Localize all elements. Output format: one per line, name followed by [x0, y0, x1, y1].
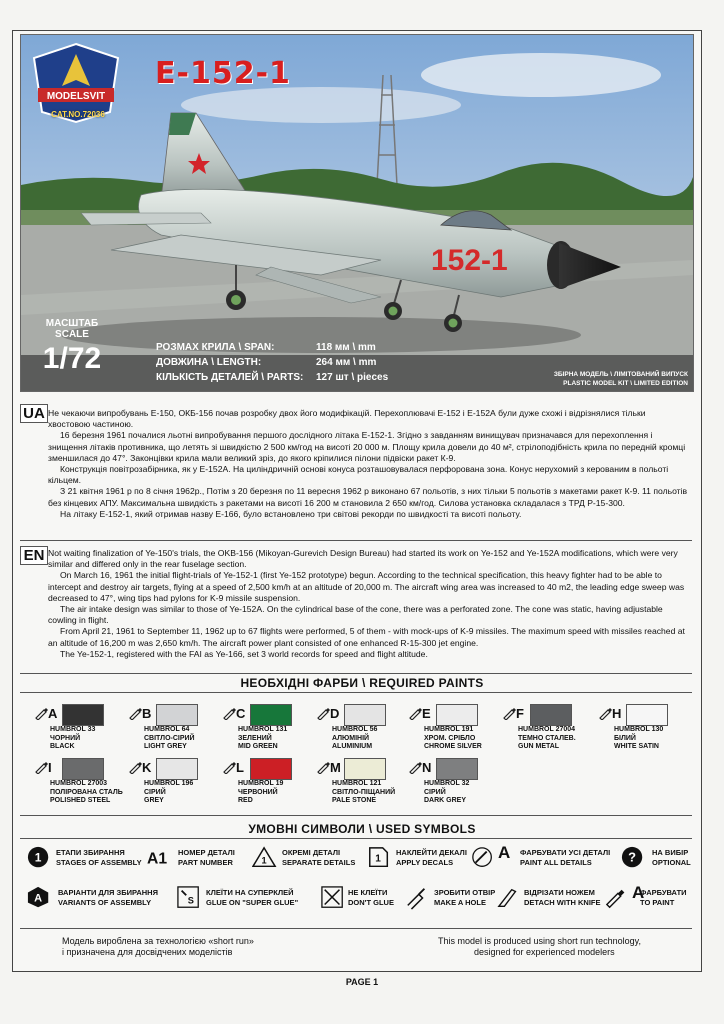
paint-swatch	[530, 704, 572, 726]
paint-desc-line: BLACK	[50, 743, 75, 750]
footer-en-line: This model is produced using short run technology,	[438, 936, 641, 946]
divider	[20, 815, 692, 816]
paint-desc-line: HUMBROL 56	[332, 726, 378, 733]
decal-icon	[366, 846, 392, 870]
symbol-text-line: PART NUMBER	[178, 858, 233, 867]
paint-letter: K	[142, 760, 152, 775]
divider	[20, 540, 692, 541]
paint-item	[128, 758, 228, 818]
brand-text: MODELSVIT	[46, 91, 106, 102]
paint-brush-icon	[502, 706, 516, 720]
en-paragraph: The Ye-152-1, registered with the FAI as Ye-166, set 3 world records for speed and flight altitude.	[60, 648, 428, 659]
symbol-text	[56, 848, 142, 868]
paint-brush-icon	[34, 760, 48, 774]
symbol-text-line: НЕ КЛЕЇТИ	[348, 888, 388, 897]
paint-desc-line: СВІТЛО-ПІЩАНИЙ	[332, 788, 396, 796]
symbol-text-line: STAGES OF ASSEMBLY	[56, 858, 142, 867]
drill-hole-icon	[404, 886, 430, 910]
symbol-glyph: A	[498, 843, 511, 862]
spec-row	[156, 355, 396, 370]
paint-desc-line: HUMBROL 121	[332, 780, 382, 787]
separate-details-icon	[252, 846, 278, 870]
svg-text:1: 1	[261, 855, 267, 866]
symbol-text	[206, 888, 298, 908]
divider	[20, 838, 692, 839]
svg-text:A: A	[34, 892, 43, 905]
paint-letter: M	[330, 760, 341, 775]
paint-desc	[332, 780, 395, 806]
symbol-text	[58, 888, 158, 908]
paint-letter: C	[236, 706, 246, 721]
en-text	[48, 548, 690, 660]
ua-paragraph: 16 березня 1961 почалися льотні випробування першого дослідного літака Е-152-1. Згідно з завданням винищувач призначався для перехоплення і знищення літаків противника, що летять зі швидкістю 2 500 км/год на висоті 20 000 м. Площу крила довели до 40 м², стрілоподібність крила по передній кромці зменшилася до 47°. Законцівки крила мали великий зріз, до якого кріпилися пілони підвіски ракет К-9.	[48, 430, 686, 463]
symbol-text-line: MAKE A HOLE	[434, 898, 486, 907]
paint-desc	[50, 780, 123, 806]
paint-swatch	[156, 758, 198, 780]
ua-paragraph: З 21 квітня 1961 р по 8 січня 1962р., Потім з 20 березня по 11 вересня 1962 р виконано 67 польотів, з них тільки 5 польотів з макетами ракет К-9. 11 польотів без кінцевих АПУ. Максимальна швидкість з ракетами на висоті 16 200 м становила 2 650 км/год. Силова установка складалася з ТРД Р-15-300.	[48, 486, 688, 508]
super-glue-icon	[176, 886, 202, 910]
paint-letter: D	[330, 706, 340, 721]
paint-desc-line: HUMBROL 191	[424, 726, 474, 733]
paint-swatch	[156, 704, 198, 726]
paint-desc	[424, 780, 469, 806]
paint-letter: B	[142, 706, 152, 721]
symbol-text-line: DON'T GLUE	[348, 898, 394, 907]
paint-brush-icon	[408, 760, 422, 774]
paint-letter: H	[612, 706, 622, 721]
symbol-text	[282, 848, 355, 868]
footer-en-line: designed for experienced modelers	[474, 947, 615, 957]
paint-desc-line: HUMBROL 27003	[50, 780, 108, 787]
paint-brush-icon	[604, 886, 630, 910]
paint-desc-line: СВІТЛО-СІРИЙ	[144, 734, 195, 742]
footer-en	[438, 936, 641, 958]
paint-desc-line: LIGHT GREY	[144, 743, 187, 750]
no-glue-icon	[320, 886, 346, 910]
footer-ua-line: і призначена для досвідчених моделістів	[62, 947, 233, 957]
page-number: PAGE 1	[345, 977, 379, 987]
symbol-text-line: КЛЕЇТИ НА СУПЕРКЛЕЙ	[206, 888, 294, 897]
knife-icon	[496, 886, 522, 910]
svg-text:?: ?	[628, 849, 637, 865]
paint-brush-icon	[222, 706, 236, 720]
paint-item	[502, 704, 602, 764]
paint-swatch	[344, 758, 386, 780]
paint-desc-line: АЛЮМІНІЙ	[332, 734, 370, 742]
paint-desc-line: HUMBROL 32	[424, 780, 470, 787]
paint-brush-icon	[316, 706, 330, 720]
symbol-text-line: ОКРЕМІ ДЕТАЛІ	[282, 848, 341, 857]
spec-value: 118 мм \ mm	[316, 342, 376, 353]
paint-desc-line: HUMBROL 196	[144, 780, 194, 787]
svg-text:1: 1	[375, 853, 381, 865]
scale-block	[34, 318, 110, 376]
symbol-text	[652, 848, 691, 868]
paint-item	[408, 704, 508, 764]
paint-swatch	[62, 704, 104, 726]
paint-letter: E	[422, 706, 431, 721]
spec-value: 127 шт \ pieces	[316, 372, 389, 383]
paint-desc-line: HUMBROL 64	[144, 726, 190, 733]
paint-swatch	[62, 758, 104, 780]
paint-desc-line: ЧОРНИЙ	[50, 734, 81, 742]
paint-item	[34, 758, 134, 818]
paint-item	[34, 704, 134, 764]
paint-brush-icon	[408, 706, 422, 720]
catalog-number: CAT.NO.72036	[51, 110, 105, 119]
paint-brush-icon	[128, 706, 142, 720]
paint-desc-line: POLISHED STEEL	[50, 797, 111, 804]
svg-text:A1: A1	[147, 850, 168, 868]
stage-circle-icon	[26, 846, 52, 870]
symbol-text-line: PAINT ALL DETAILS	[520, 858, 592, 867]
paint-desc-line: HUMBROL 33	[50, 726, 96, 733]
paint-desc-line: ПОЛІРОВАНА СТАЛЬ	[50, 788, 123, 796]
specs-table	[156, 340, 396, 385]
paint-desc	[332, 726, 377, 752]
paint-brush-icon	[128, 760, 142, 774]
divider	[20, 673, 692, 674]
paint-desc-line: DARK GREY	[424, 797, 467, 804]
footer-ua-line: Модель вироблена за технологією «short run»	[62, 936, 254, 946]
paint-desc-line: ЗЕЛЕНИЙ	[238, 734, 272, 742]
spec-value: 264 мм \ mm	[316, 357, 377, 368]
variant-icon	[26, 886, 52, 910]
optional-icon	[620, 846, 646, 870]
symbol-text-line: ФАРБУВАТИ	[640, 888, 687, 897]
paint-desc	[614, 726, 663, 752]
symbol-text	[348, 888, 394, 908]
paint-item	[316, 704, 416, 764]
paint-desc	[424, 726, 482, 752]
paints-title: НЕОБХІДНІ ФАРБИ \ REQUIRED PAINTS	[240, 676, 484, 690]
symbol-glyph: A	[632, 883, 645, 902]
paint-swatch	[436, 758, 478, 780]
paint-desc	[144, 780, 193, 806]
symbol-text	[396, 848, 467, 868]
edition-ua: ЗБІРНА МОДЕЛЬ \ ЛІМІТОВАНИЙ ВИПУСК	[553, 371, 688, 378]
paint-item	[222, 758, 322, 818]
ua-paragraph: Не чекаючи випробувань Е-150, ОКБ-156 почав розробку двох його модифікацій. Перехоплювачі Е-152 і Е-152А були дуже схожі і відрізнялися тільки хвостовою частиною.	[48, 408, 646, 430]
divider	[20, 928, 692, 929]
paint-letter: N	[422, 760, 432, 775]
paint-desc-line: PALE STONE	[332, 797, 377, 804]
en-paragraph: On March 16, 1961 the initial flight-trials of Ye-152-1 (first Ye-152 prototype) begun. According to the technical specification, this heavy fighter had to be able to intercept and destroy air targets, flying at a speed of 2,500 km/h at an altitude of 20,000 m. The aircraft wing area was increased to 40 m2, the leading edge sweep was decreased to 47°, wing tips had pylons for K-9 missile suspension.	[48, 570, 685, 603]
paint-item	[598, 704, 698, 764]
paint-desc-line: СІРИЙ	[144, 788, 166, 796]
paint-item	[128, 704, 228, 764]
symbols-title: УМОВНІ СИМВОЛИ \ USED SYMBOLS	[248, 822, 476, 836]
aircraft-marking: 152-1	[431, 244, 508, 277]
paint-desc-line: WHITE SATIN	[614, 743, 659, 750]
symbol-text-line: ВІДРІЗАТИ НОЖЕМ	[524, 888, 595, 897]
spec-row	[156, 340, 396, 355]
paint-desc-line: БІЛИЙ	[614, 734, 636, 742]
paint-desc-line: ХРОМ. СРІБЛО	[424, 734, 476, 742]
symbol-text	[524, 888, 601, 908]
paint-desc-line: HUMBROL 27004	[518, 726, 576, 733]
ua-paragraph: Конструкція повітрозабірника, як у Е-152А. На циліндричній основі конуса розташовувалася перфорована зона. Конус нерухомий з керованим в польоті кільцем.	[48, 464, 669, 486]
lang-tag-ua: UA	[20, 404, 48, 423]
paint-desc-line: СІРИЙ	[424, 788, 446, 796]
symbol-text-line: OPTIONAL	[652, 858, 691, 867]
paint-desc-line: HUMBROL 131	[238, 726, 288, 733]
symbol-text	[520, 848, 610, 868]
spec-label: РОЗМАХ КРИЛА \ SPAN:	[156, 342, 275, 353]
en-paragraph: The air intake design was similar to those of Ye-152A. On the cylindrical base of the cone, there was a perforated zone. The cone was static, having adjustable cowling in flight.	[48, 604, 663, 626]
symbol-text	[434, 888, 495, 908]
paint-desc	[50, 726, 95, 752]
spec-label: ДОВЖИНА \ LENGTH:	[156, 357, 262, 368]
paint-desc-line: ЧЕРВОНИЙ	[238, 788, 278, 796]
paint-desc	[144, 726, 195, 752]
en-paragraph: From April 21, 1961 to September 11, 1962 up to 67 flights were performed, 5 of them - with mock-ups of K-9 missiles. The maximum speed with missiles reached at an altitude of 16,200 m was 2,650 km/h. The aircraft power plant consisted of one enhanced R-15-300 jet engine.	[48, 626, 685, 648]
symbol-text-line: SEPARATE DETAILS	[282, 858, 356, 867]
symbol-text	[640, 888, 687, 908]
symbol-text-line: ЕТАПИ ЗБИРАННЯ	[56, 848, 125, 857]
scale-value: 1/72	[42, 342, 102, 375]
scale-label-en: SCALE	[55, 329, 89, 340]
paint-letter: I	[48, 760, 52, 775]
paint-desc	[238, 726, 287, 752]
paint-swatch	[250, 758, 292, 780]
edition-note	[554, 370, 688, 388]
paint-letter: A	[48, 706, 58, 721]
paint-desc-line: HUMBROL 19	[238, 780, 284, 787]
paint-desc-line: ALUMINIUM	[332, 743, 373, 750]
symbol-text-line: НАКЛЕЙТИ ДЕКАЛІ	[396, 848, 467, 857]
paint-item	[316, 758, 416, 818]
paint-swatch	[626, 704, 668, 726]
paint-desc	[518, 726, 576, 752]
symbol-text-line: TO PAINT	[640, 898, 675, 907]
paint-item	[408, 758, 508, 818]
paint-desc-line: CHROME SILVER	[424, 743, 482, 750]
spec-row	[156, 370, 396, 385]
paint-swatch	[344, 704, 386, 726]
divider	[20, 692, 692, 693]
paint-desc-line: HUMBROL 130	[614, 726, 664, 733]
symbol-text-line: НА ВИБІР	[652, 848, 689, 857]
paint-letter: L	[236, 760, 244, 775]
paint-desc	[238, 780, 283, 806]
part-number-icon	[146, 846, 172, 870]
svg-text:1: 1	[34, 850, 42, 865]
footer-ua	[62, 936, 254, 958]
paint-desc-line: ТЕМНО СТАЛЕВ.	[518, 734, 576, 742]
symbol-text-line: НОМЕР ДЕТАЛІ	[178, 848, 235, 857]
en-paragraph: Not waiting finalization of Ye-150's trials, the OKB-156 (Mikoyan-Gurevich Design Bureau) had started its work on Ye-152 and Ye-152A modifications, which were very similar and differed only in the rear fuselage section.	[48, 548, 678, 570]
paint-brush-icon	[34, 706, 48, 720]
symbol-text-line: GLUE ON "SUPER GLUE"	[206, 898, 299, 907]
spec-label: КІЛЬКІСТЬ ДЕТАЛЕЙ \ PARTS:	[156, 372, 304, 383]
symbol-text-line: ЗРОБИТИ ОТВІР	[434, 888, 496, 897]
scale-label-ua: МАСШТАБ	[45, 318, 99, 329]
paint-all-icon	[470, 846, 496, 870]
paint-desc-line: MID GREEN	[238, 743, 278, 750]
symbol-text	[178, 848, 235, 868]
symbol-text-line: ФАРБУВАТИ УСІ ДЕТАЛІ	[520, 848, 611, 857]
paint-swatch	[436, 704, 478, 726]
paint-item	[222, 704, 322, 764]
page-title: E-152-1	[155, 56, 291, 91]
paint-desc-line: GUN METAL	[518, 743, 560, 750]
symbol-text-line: ВАРІАНТИ ДЛЯ ЗБИРАННЯ	[58, 888, 158, 897]
paint-letter: F	[516, 706, 524, 721]
paint-brush-icon	[598, 706, 612, 720]
lang-tag-en: EN	[20, 546, 48, 565]
symbol-text-line: DETACH WITH KNIFE	[524, 898, 601, 907]
paint-brush-icon	[316, 760, 330, 774]
symbol-text-line: APPLY DECALS	[396, 858, 454, 867]
edition-en: PLASTIC MODEL KIT \ LIMITED EDITION	[563, 380, 688, 387]
paint-brush-icon	[222, 760, 236, 774]
paint-desc-line: GREY	[144, 797, 164, 804]
symbol-text-line: VARIANTS OF ASSEMBLY	[58, 898, 152, 907]
ua-text	[48, 408, 690, 520]
paint-desc-line: RED	[238, 797, 253, 804]
svg-text:S: S	[187, 895, 194, 906]
paint-swatch	[250, 704, 292, 726]
ua-paragraph: На літаку Е-152-1, який отримав назву Е-166, було встановлено три світові рекорди по швидкості та висоті польоту.	[60, 508, 522, 519]
